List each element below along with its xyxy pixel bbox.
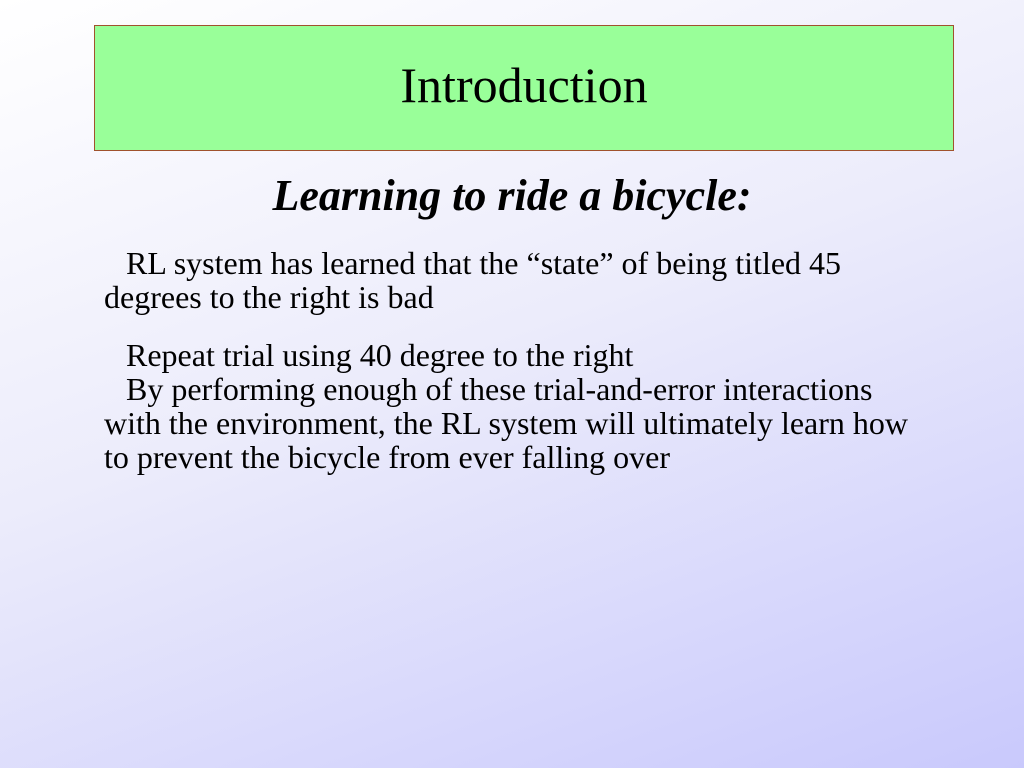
slide-title: Introduction <box>400 57 648 113</box>
slide-body <box>104 246 924 474</box>
title-box <box>94 25 954 151</box>
paragraph-3: By performing enough of these trial-and-error interactions with the environment, the RL system will ultimately learn how to prevent the bicycle from ever falling over <box>104 371 908 475</box>
slide-subtitle: Learning to ride a bicycle: <box>272 171 752 220</box>
paragraph-1: RL system has learned that the “state” of being titled 45 degrees to the right is bad <box>104 245 842 315</box>
paragraph-2: Repeat trial using 40 degree to the right <box>126 337 634 373</box>
